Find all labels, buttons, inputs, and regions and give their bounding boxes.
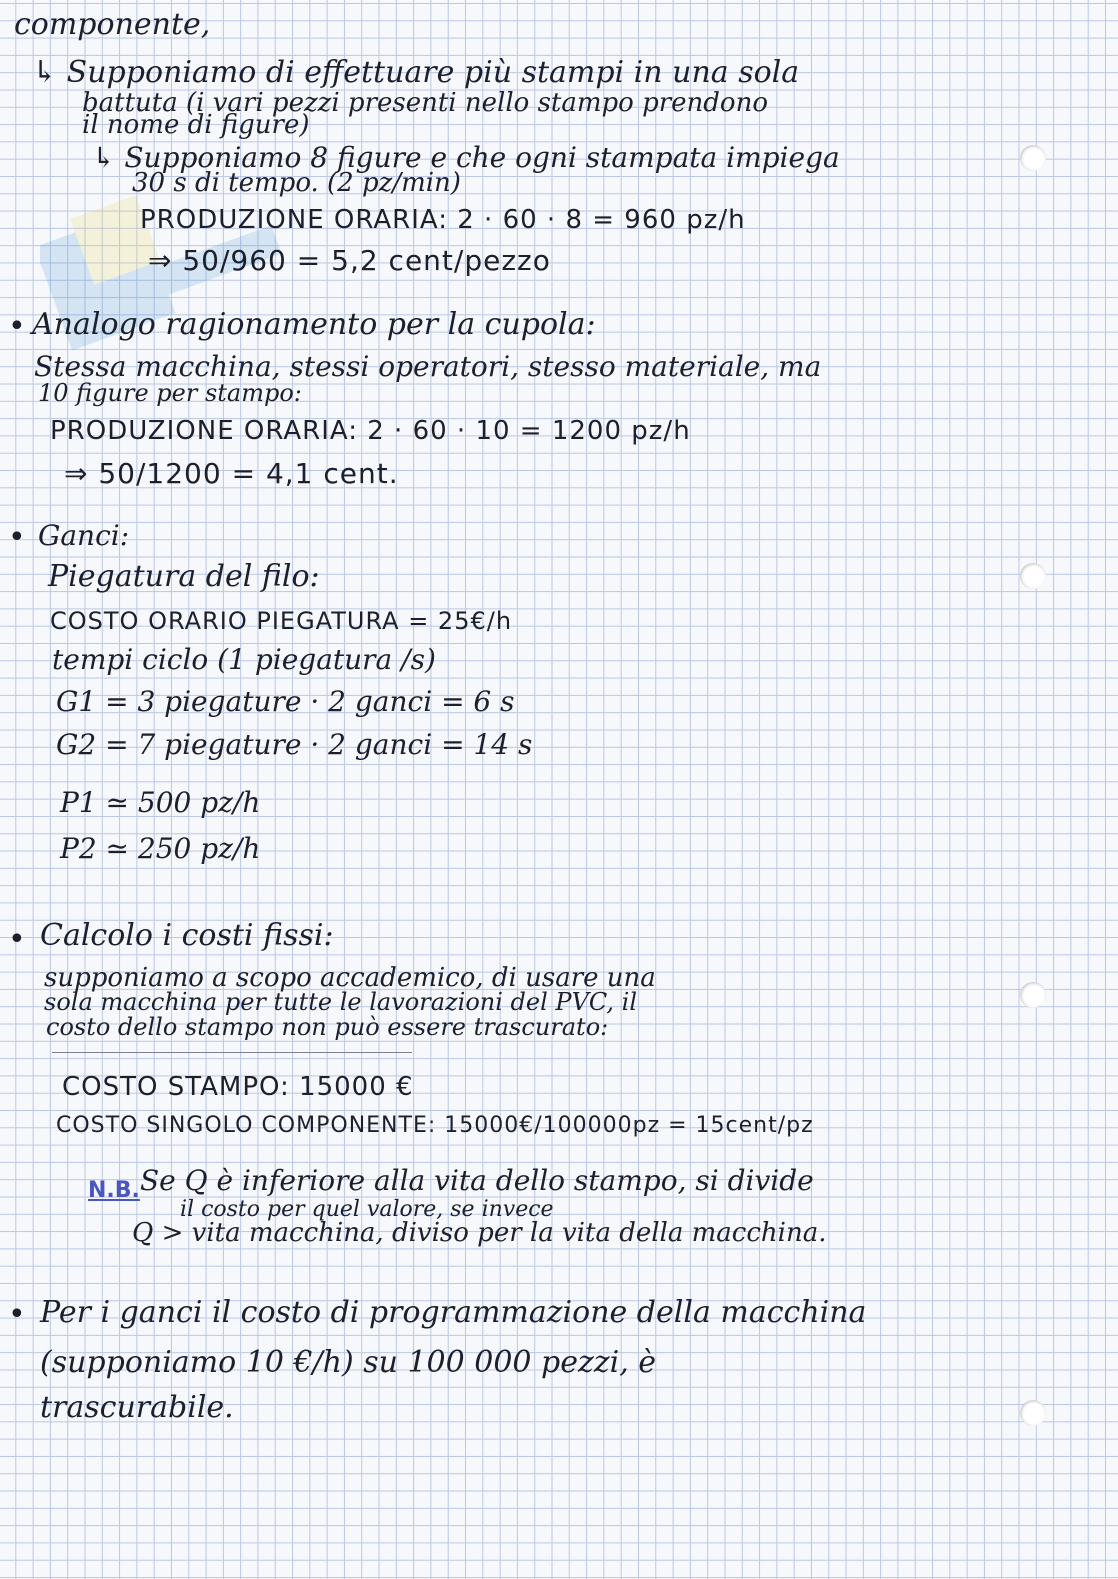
handwritten-line: costo dello stampo non può essere trascurato: <box>46 1013 609 1041</box>
handwritten-line: ↳ Supponiamo 8 figure e che ogni stampata impiega <box>92 141 840 174</box>
handwritten-line: tempi ciclo (1 piegatura /s) <box>52 643 436 676</box>
handwritten-line: P1 ≃ 500 pz/h <box>60 786 261 819</box>
handwritten-line: Per i ganci il costo di programmazione della macchina <box>40 1295 867 1330</box>
handwritten-line: COSTO SINGOLO COMPONENTE: 15000€/100000pz = 15cent/pz <box>56 1113 814 1138</box>
handwritten-line: PRODUZIONE ORARIA: 2 · 60 · 10 = 1200 pz/h <box>50 416 691 446</box>
handwritten-line: (supponiamo 10 €/h) su 100 000 pezzi, è <box>40 1345 657 1380</box>
handwritten-line: Piegatura del filo: <box>48 559 320 594</box>
handwritten-line: componente, <box>14 7 211 42</box>
handwritten-line: ⇒ 50/960 = 5,2 cent/pezzo <box>148 244 551 277</box>
handwritten-line: Q > vita macchina, diviso per la vita della macchina. <box>132 1218 827 1248</box>
handwritten-line: Ganci: <box>38 519 130 552</box>
punch-hole <box>1020 1400 1046 1426</box>
punch-hole <box>1020 145 1046 171</box>
note-marker: N.B. <box>88 1178 140 1203</box>
handwritten-line: il nome di figure) <box>82 110 310 140</box>
divider-line <box>52 1052 412 1053</box>
handwritten-line: 30 s di tempo. (2 pz/min) <box>132 168 461 198</box>
handwritten-line: Analogo ragionamento per la cupola: <box>32 307 596 342</box>
handwritten-line: P2 ≃ 250 pz/h <box>60 832 261 865</box>
handwritten-line: il costo per quel valore, se invece <box>180 1197 554 1222</box>
handwritten-line: COSTO STAMPO: 15000 € <box>62 1072 414 1102</box>
handwritten-line: ↳ Supponiamo di effettuare più stampi in una sola <box>32 55 800 90</box>
handwritten-line: Calcolo i costi fissi: <box>40 918 334 953</box>
handwritten-line: G1 = 3 piegature · 2 ganci = 6 s <box>56 685 515 718</box>
handwritten-line: sola macchina per tutte le lavorazioni del PVC, il <box>44 988 638 1016</box>
handwritten-line: Se Q è inferiore alla vita dello stampo, si divide <box>140 1164 814 1197</box>
handwritten-line: ⇒ 50/1200 = 4,1 cent. <box>64 457 399 490</box>
handwritten-line: PRODUZIONE ORARIA: 2 · 60 · 8 = 960 pz/h <box>140 205 746 235</box>
handwritten-line: G2 = 7 piegature · 2 ganci = 14 s <box>56 728 533 761</box>
handwritten-line: Stessa macchina, stessi operatori, stesso materiale, ma <box>34 350 822 383</box>
punch-hole <box>1020 982 1046 1008</box>
handwritten-line: trascurabile. <box>40 1390 234 1425</box>
bullet-icon: • <box>8 922 26 957</box>
handwritten-line: 10 figure per stampo: <box>38 379 302 407</box>
punch-hole <box>1020 563 1046 589</box>
bullet-icon: • <box>8 520 26 555</box>
bullet-icon: • <box>8 1297 26 1332</box>
bullet-icon: • <box>8 309 26 344</box>
handwritten-line: supponiamo a scopo accademico, di usare una <box>44 963 656 993</box>
handwritten-line: COSTO ORARIO PIEGATURA = 25€/h <box>50 607 513 635</box>
handwritten-line: battuta (i vari pezzi presenti nello stampo prendono <box>82 88 768 118</box>
